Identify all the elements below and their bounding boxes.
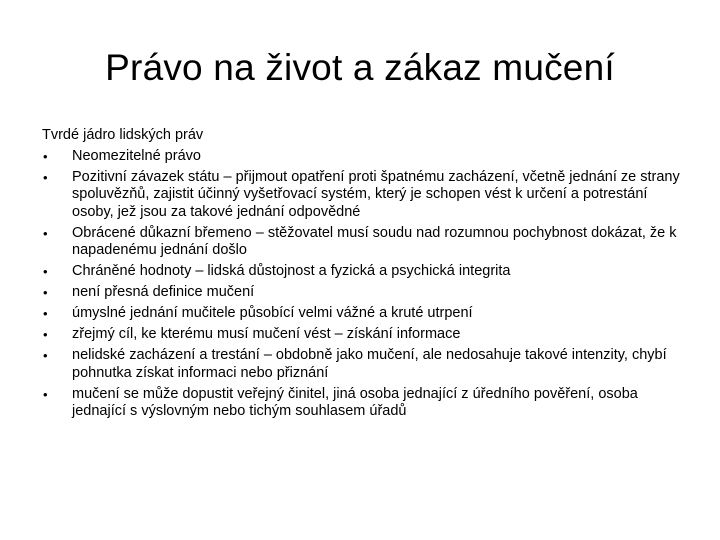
- list-item: [42, 284, 682, 302]
- list-item-text: zřejmý cíl, ke kterému musí mučení vést – získání informace: [72, 326, 461, 342]
- bullet-icon: •: [43, 169, 48, 185]
- list-item: [42, 305, 682, 323]
- intro-line: Tvrdé jádro lidských práv: [42, 127, 204, 143]
- bullet-icon: •: [43, 225, 48, 241]
- list-item-text: Obrácené důkazní břemeno – stěžovatel musí soudu nad rozumnou pochybnost dokázat, že k napadenému jednání došlo: [72, 224, 677, 258]
- list-item-text: není přesná definice mučení: [72, 284, 255, 300]
- list-item-text: nelidské zacházení a trestání – obdobně jako mučení, ale nedosahuje takové intenzity, chybí pohnutka získat informaci nebo přiznání: [72, 347, 667, 381]
- list-item-text: Pozitivní závazek státu – přijmout opatření proti špatnému zacházení, včetně jednání ze strany spoluvězňů, zajistit účinný vyšetřovací systém, který je schopen vést k určení a potrestání osoby, jež jsou za takové jednání odpovědné: [72, 168, 680, 220]
- list-item: [42, 263, 682, 281]
- bullet-icon: •: [43, 285, 48, 300]
- bullet-icon: •: [43, 264, 48, 279]
- bullet-icon: •: [43, 348, 48, 363]
- bullet-icon: •: [43, 386, 48, 402]
- list-item-text: Neomezitelné právo: [72, 147, 201, 164]
- bullet-icon: •: [43, 148, 48, 164]
- slide-content: [42, 127, 682, 424]
- list-item-text: Chráněné hodnoty – lidská důstojnost a fyzická a psychická integrita: [72, 263, 511, 279]
- slide-title: Právo na život a zákaz mučení: [105, 47, 615, 88]
- list-item: [42, 386, 682, 421]
- bullet-list: [42, 148, 682, 421]
- list-item: [42, 347, 682, 382]
- bullet-icon: •: [43, 327, 48, 342]
- list-item-text: úmyslné jednání mučitele působící velmi vážné a kruté utrpení: [72, 305, 473, 321]
- list-item: [42, 169, 682, 222]
- bullet-icon: •: [43, 306, 48, 321]
- list-item: [42, 148, 682, 166]
- list-item: [42, 225, 682, 260]
- list-item-text: mučení se může dopustit veřejný činitel, jiná osoba jednající z úředního pověření, osoba jednající s výslovným nebo tichým souhlasem úřadů: [72, 385, 638, 419]
- list-item: [42, 326, 682, 344]
